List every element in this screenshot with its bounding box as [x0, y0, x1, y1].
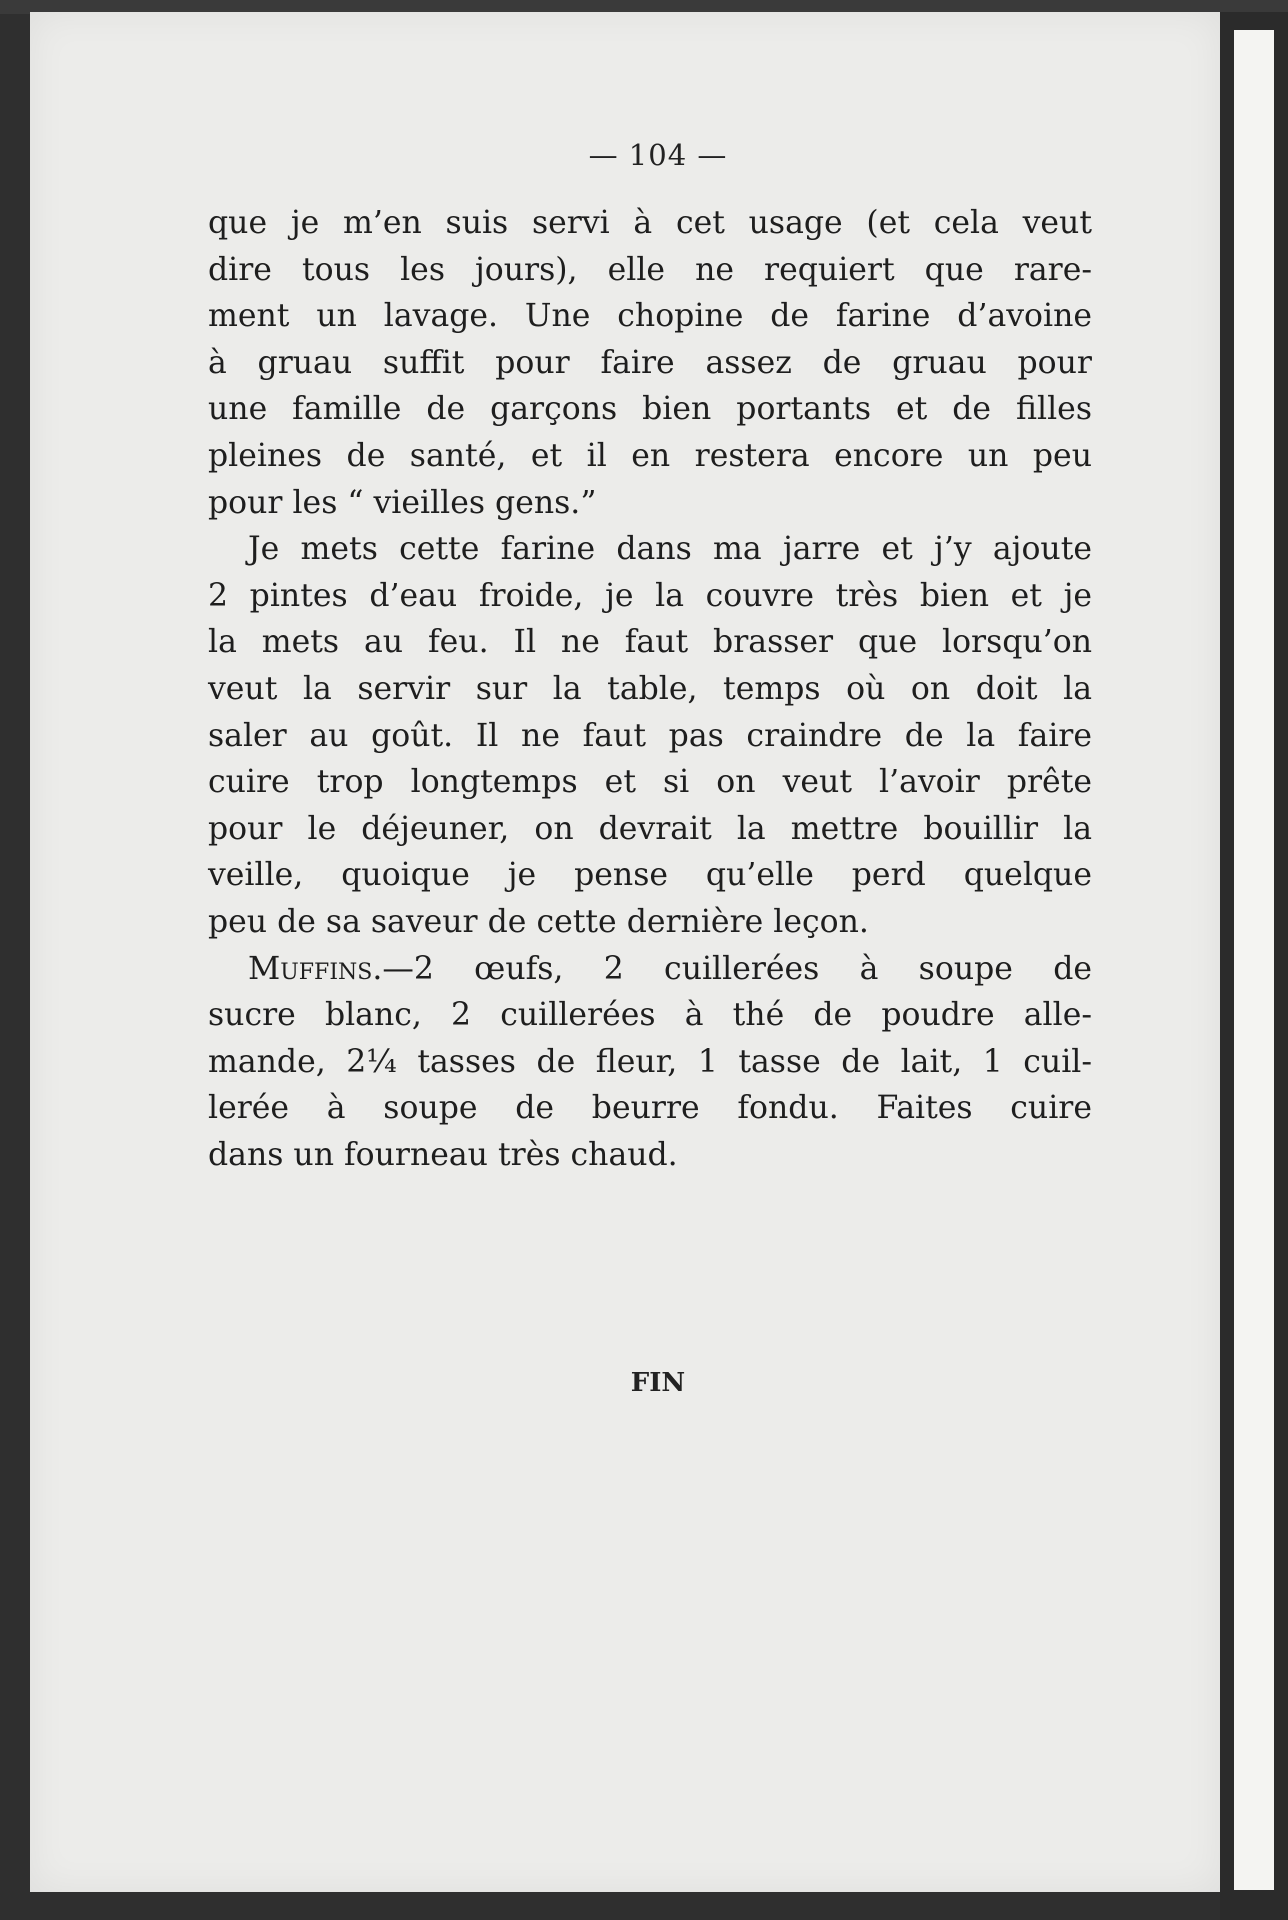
text-line: pour le déjeuner, on devrait la mettre bouillir la: [208, 810, 1092, 847]
recipe-first-line: [208, 946, 1092, 993]
text-line: dire tous les jours), elle ne requiert que rare-: [208, 251, 1092, 288]
text-line: veille, quoique je pense qu’elle perd quelque: [208, 857, 1092, 894]
text-line: cuire trop longtemps et si on veut l’avoir prête: [208, 764, 1092, 801]
text-line: lerée à soupe de beurre fondu. Faites cuire: [208, 1090, 1092, 1127]
text-line: Je mets cette farine dans ma jarre et j’y ajoute: [248, 531, 1092, 568]
text-line: ment un lavage. Une chopine de farine d’avoine: [208, 298, 1092, 335]
text-line: à gruau suffit pour faire assez de gruau pour: [208, 344, 1092, 381]
text-line: saler au goût. Il ne faut pas craindre de la faire: [208, 717, 1092, 754]
text-line: sucre blanc, 2 cuillerées à thé de poudre alle-: [208, 997, 1092, 1034]
text-line: mande, 2¼ tasses de fleur, 1 tasse de lait, 1 cuil-: [208, 1043, 1092, 1080]
text-line: pleines de santé, et il en restera encore un peu: [208, 437, 1092, 474]
text-line: —2 œufs, 2 cuillerées à soupe de: [382, 950, 1092, 987]
text-line: que je m’en suis servi à cet usage (et cela veut: [208, 205, 1092, 241]
text-line: veut la servir sur la table, temps où on doit la: [208, 670, 1092, 707]
text-line: dans un fourneau très chaud.: [208, 1136, 678, 1173]
text-line: pour les “ vieilles gens.”: [208, 484, 597, 521]
text-line: la mets au feu. Il ne faut brasser que lorsqu’on: [208, 624, 1092, 661]
text-line: 2 pintes d’eau froide, je la couvre très bien et je: [208, 577, 1092, 614]
page-number: — 104 —: [588, 138, 728, 172]
next-page-edge: [1234, 30, 1274, 1890]
text-line: une famille de garçons bien portants et de filles: [208, 391, 1092, 428]
recipe-heading: Muffins.: [248, 950, 383, 987]
end-mark: FIN: [630, 1368, 686, 1398]
text-line: peu de sa saveur de cette dernière leçon.: [208, 903, 869, 940]
page-body: [208, 200, 1092, 1178]
